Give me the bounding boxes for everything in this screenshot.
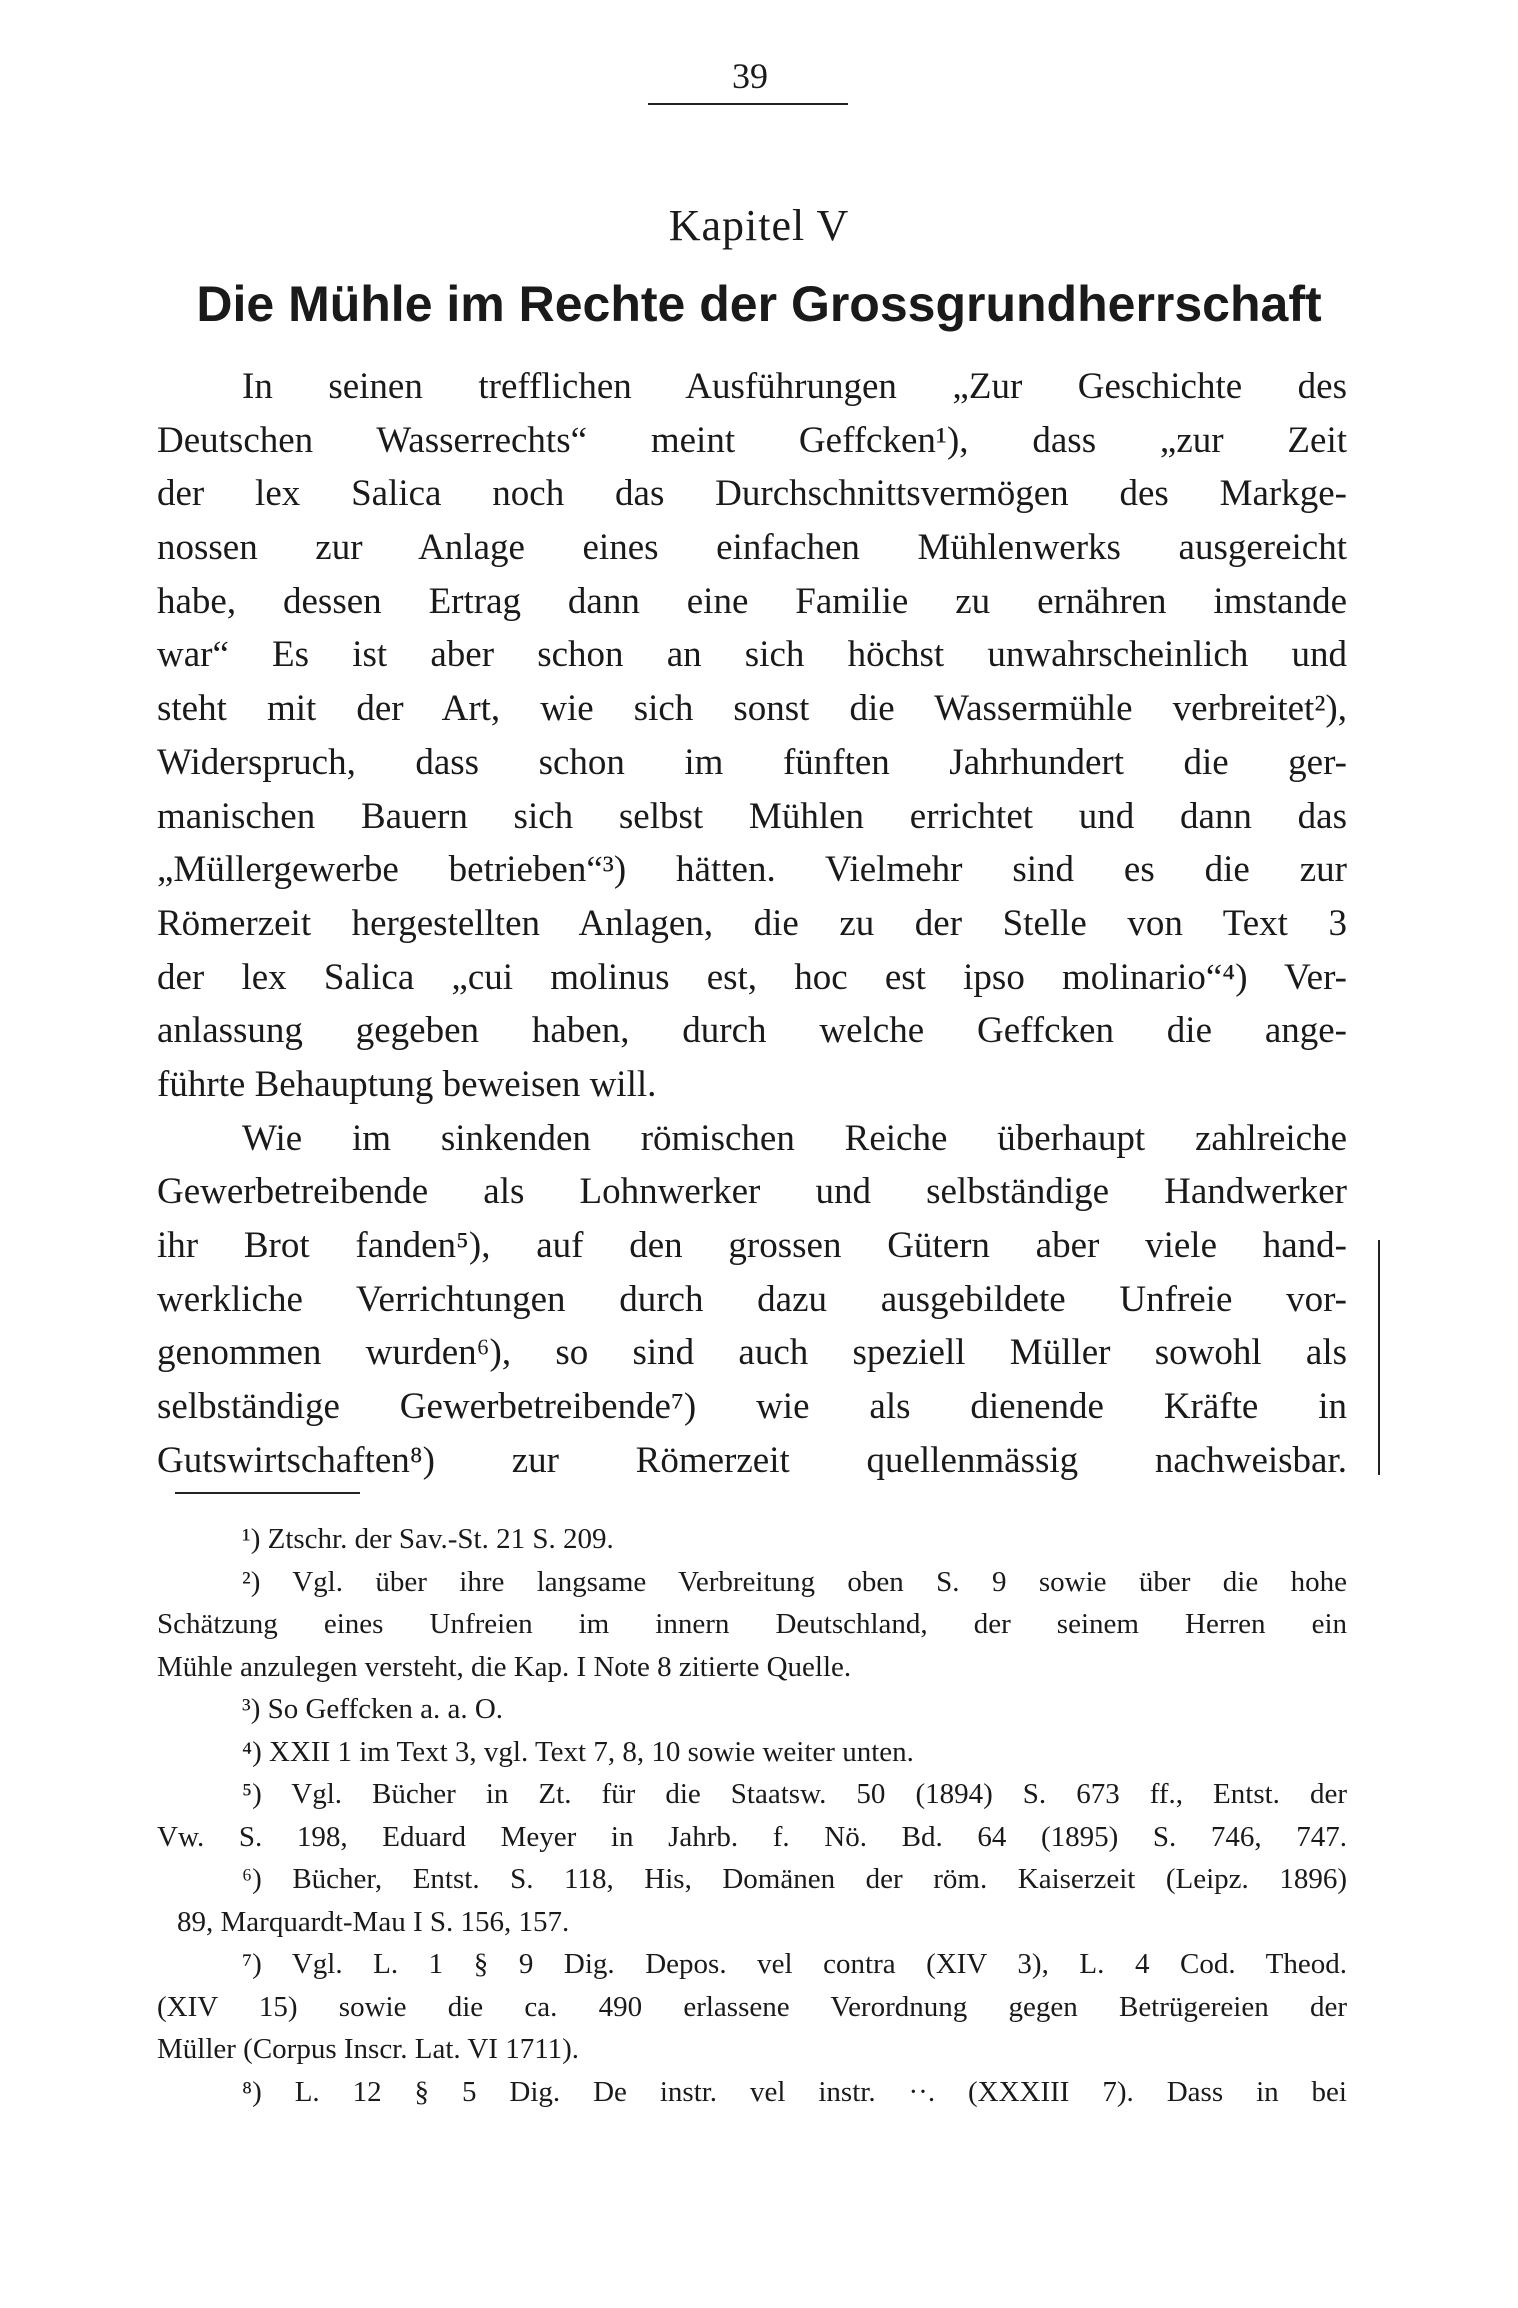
- chapter-label: Kapitel V: [668, 201, 850, 250]
- footnote-line: Vw. S. 198, Eduard Meyer in Jahrb. f. Nö. Bd. 64 (1895) S. 746, 747.: [157, 1820, 1347, 1853]
- body-line: selbständige Gewerbetreibende⁷) wie als dienende Kräfte in: [157, 1386, 1347, 1428]
- chapter-title: Die Mühle im Rechte der Grossgrundherrschaft: [196, 276, 1322, 332]
- footnote-line: ³) So Geffcken a. a. O.: [242, 1693, 504, 1725]
- footnote-line: ²) Vgl. über ihre langsame Verbreitung oben S. 9 sowie über die hohe: [242, 1565, 1347, 1598]
- footnote-line: ⁵) Vgl. Bücher in Zt. für die Staatsw. 50 (1894) S. 673 ff., Entst. der: [242, 1778, 1347, 1810]
- body-line: habe, dessen Ertrag dann eine Familie zu ernähren imstande: [157, 580, 1347, 622]
- footnote-line: Müller (Corpus Inscr. Lat. VI 1711).: [157, 2033, 580, 2065]
- body-line: Widerspruch, dass schon im fünften Jahrhundert die ger-: [157, 741, 1347, 783]
- footnote-line: ⁶) Bücher, Entst. S. 118, His, Domänen der röm. Kaiserzeit (Leipz. 1896): [242, 1863, 1347, 1895]
- body-line: werkliche Verrichtungen durch dazu ausgebildete Unfreie vor-: [157, 1278, 1347, 1320]
- body-line: anlassung gegeben haben, durch welche Geffcken die ange-: [157, 1010, 1347, 1052]
- footnote-line: 89, Marquardt-Mau I S. 156, 157.: [177, 1905, 570, 1938]
- body-line: war“ Es ist aber schon an sich höchst unwahrscheinlich und: [157, 634, 1347, 676]
- body-line: manischen Bauern sich selbst Mühlen errichtet und dann das: [157, 795, 1347, 837]
- body-line: genommen wurden⁶), so sind auch speziell Müller sowohl als: [157, 1332, 1347, 1374]
- body-line: Wie im sinkenden römischen Reiche überhaupt zahlreiche: [242, 1117, 1347, 1159]
- body-line: Gewerbetreibende als Lohnwerker und selbständige Handwerker: [157, 1171, 1347, 1213]
- body-line: In seinen trefflichen Ausführungen „Zur Geschichte des: [242, 366, 1347, 407]
- body-line: steht mit der Art, wie sich sonst die Wassermühle verbreitet²),: [157, 688, 1347, 730]
- body-line: Deutschen Wasserrechts“ meint Geffcken¹), dass „zur Zeit: [157, 419, 1347, 461]
- body-line: der lex Salica „cui molinus est, hoc est ipso molinario“⁴) Ver-: [157, 956, 1347, 998]
- footnote-line: ⁷) Vgl. L. 1 § 9 Dig. Depos. vel contra (XIV 3), L. 4 Cod. Theod.: [242, 1948, 1347, 1980]
- footnote-line: Schätzung eines Unfreien im innern Deutschland, der seinem Herren ein: [157, 1608, 1347, 1640]
- body-line: der lex Salica noch das Durchschnittsvermögen des Markge-: [157, 473, 1347, 515]
- footnote-line: Mühle anzulegen versteht, die Kap. I Note 8 zitierte Quelle.: [157, 1650, 852, 1683]
- footnote-line: ¹) Ztschr. der Sav.-St. 21 S. 209.: [242, 1523, 614, 1555]
- footnotes: [157, 1518, 1347, 2113]
- body-text: [157, 360, 1347, 1487]
- body-line: ihr Brot fanden⁵), auf den grossen Gütern aber viele hand-: [157, 1225, 1347, 1266]
- body-line: nossen zur Anlage eines einfachen Mühlenwerks ausgereicht: [157, 527, 1347, 569]
- body-line: führte Behauptung beweisen will.: [157, 1063, 657, 1105]
- margin-mark: [1378, 1240, 1380, 1475]
- footnote-line: (XIV 15) sowie die ca. 490 erlassene Verordnung gegen Betrügereien der: [157, 1990, 1347, 2023]
- body-line: „Müllergewerbe betrieben“³) hätten. Vielmehr sind es die zur: [157, 849, 1347, 891]
- body-line: Gutswirtschaften⁸) zur Römerzeit quellenmässig nachweisbar.: [157, 1439, 1347, 1481]
- footnote-line: ⁸) L. 12 § 5 Dig. De instr. vel instr. ··. (XXXIII 7). Dass in bei: [242, 2075, 1347, 2108]
- page-number: 39: [732, 56, 768, 96]
- page-number-rule: [648, 103, 848, 105]
- footnote-line: ⁴) XXII 1 im Text 3, vgl. Text 7, 8, 10 sowie weiter unten.: [242, 1735, 914, 1768]
- footnote-rule: [175, 1492, 360, 1494]
- body-line: Römerzeit hergestellten Anlagen, die zu der Stelle von Text 3: [157, 902, 1347, 944]
